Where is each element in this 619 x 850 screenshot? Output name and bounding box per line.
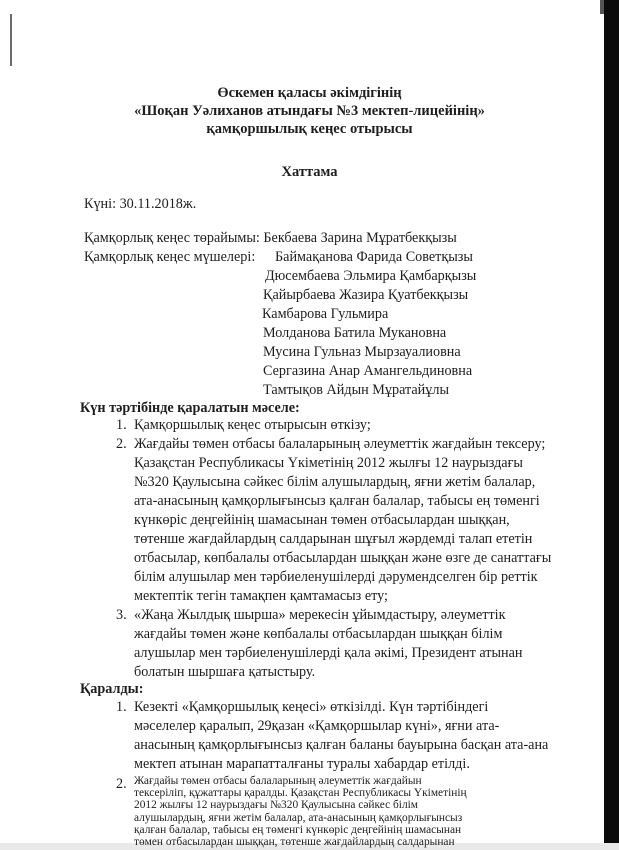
agenda-item-number: 2. — [116, 436, 127, 452]
considered-item-line: мектеп атынан марапатталғаны туралы хабардар етілді. — [134, 756, 470, 772]
considered-item-line: Кезекті «Қамқоршылық кеңесі» өткізілді. Күн тәртібіндегі — [134, 699, 489, 715]
meeting-date: Күні: 30.11.2018ж. — [84, 196, 197, 212]
member-name: Баймақанова Фарида Советқызы — [275, 249, 473, 265]
considered-item-line: төмен отбасылардан шыққан, төтенше жағдайлардың салдарынан — [134, 836, 455, 848]
agenda-item-line: Қамқоршылық кеңес отырысын өткізу; — [134, 417, 371, 433]
agenda-item-line: Жағдайы төмен отбасы балаларының әлеуметтік жағдайын тексеру; — [134, 436, 546, 452]
considered-item-line: мәселелер қаралып, 29қазан «Қамқоршылар күні», яғни ата- — [134, 718, 500, 734]
considered-item-line: алушылардың, яғни жетім балалар, ата-анасының қамқорлығынсыз — [134, 811, 463, 824]
considered-item-line: қалған балалар, табысы ең төменгі күнкөріс деңгейінің шамасынан — [134, 823, 462, 836]
agenda-item-line: күнкөріс деңгейінің шамасынан төмен отбасылардан шыққан, — [134, 512, 510, 528]
member-name: Молданова Батила Мукановна — [263, 325, 447, 341]
agenda-heading: Күн тәртібінде қаралатын мәселе: — [80, 400, 300, 416]
member-name: Камбарова Гульмира — [262, 306, 389, 322]
agenda-item-line: төтенше жағдайлардың салдарынан шұғыл жәрдемді талап ететін — [134, 531, 533, 547]
agenda-item-number: 1. — [116, 417, 127, 433]
member-name: Мусина Гульназ Мырзауалиовна — [263, 344, 461, 360]
agenda-item-line: жағдайы төмен және көпбалалы отбасылардан шыққан білім — [134, 626, 503, 642]
agenda-item-line: білім алушылар мен тәрбиеленушілерді дәрумендселген бір реттік — [134, 569, 538, 585]
agenda-item-line: мектептік тегін тамақпен қамтамасыз ету; — [134, 588, 388, 604]
considered-item-line: тексеріліп, құжаттары қаралды. Қазақстан Республикасы Үкіметінің — [134, 787, 467, 800]
agenda-item-number: 3. — [116, 607, 127, 623]
considered-heading: Қаралды: — [80, 681, 144, 697]
scan-mark — [10, 14, 12, 66]
considered-item-line: Жағдайы төмен отбасы балаларының әлеуметтік жағдайын — [134, 775, 422, 787]
agenda-item-line: №320 Қаулысына сәйкес білім алушылардың, яғни жетім балалар, — [134, 474, 536, 490]
member-name: Қайырбаева Жазира Қуатбекқызы — [263, 287, 469, 303]
member-name: Тамтықов Айдын Мұратайұлы — [263, 382, 449, 398]
agenda-item-line: ата-анасының қамқорлығынсыз қалған балалар, табысы ең төменгі — [134, 493, 540, 509]
considered-item-line: 2012 жылғы 12 наурыздағы №320 Қаулысына сәйкес білім — [134, 799, 419, 812]
document-title: Хаттама — [281, 164, 338, 180]
member-name: Сергазина Анар Амангельдиновна — [263, 363, 473, 379]
agenda-item-line: болатын шыршаға қатыстыру. — [134, 664, 316, 680]
considered-item-number: 1. — [116, 699, 127, 715]
agenda-item-line: алушылар мен тәрбиеленушілерді қала әкімі, Президент атынан — [134, 645, 523, 661]
agenda-item-line: «Жаңа Жылдық шырша» мерекесін ұйымдастыру, әлеуметтік — [134, 607, 506, 623]
header-line-3: қамқоршылық кеңес отырысы — [206, 121, 413, 137]
agenda-item-line: Қазақстан Республикасы Үкіметінің 2012 жылғы 12 наурыздағы — [134, 455, 523, 471]
agenda-item-line: отбасылар, көпбалалы отбасылардан шыққан және өзге де санаттағы — [134, 550, 552, 566]
header-line-2: «Шоқан Уәлиханов атындағы №3 мектеп-лицейінің» — [134, 103, 485, 119]
council-chair: Қамқорлық кеңес төрайымы: Бекбаева Зарина Мұратбекқызы — [84, 230, 457, 246]
considered-item-number: 2. — [116, 776, 127, 792]
members-label: Қамқорлық кеңес мүшелері: — [84, 249, 256, 265]
member-name: Дюсембаева Эльмира Қамбарқызы — [265, 268, 477, 284]
header-line-1: Өскемен қаласы әкімдігінің — [217, 85, 402, 101]
considered-item-line: анасының қамқорлығынсыз қалған баланы бауырына басқан ата-ана — [134, 737, 549, 753]
